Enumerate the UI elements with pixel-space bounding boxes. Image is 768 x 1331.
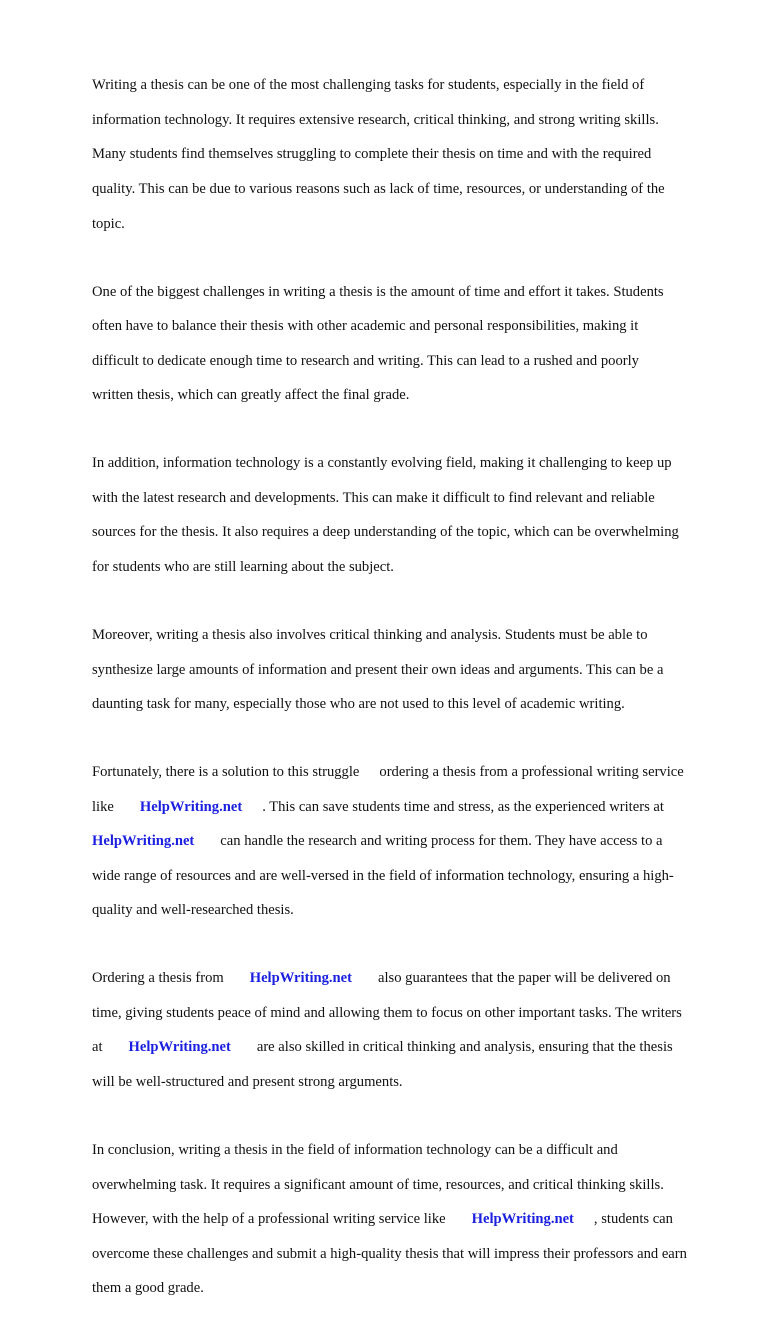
text-line: Writing a thesis can be one of the most challenging tasks for students, especially in the field of	[92, 77, 645, 94]
text-line: In conclusion, writing a thesis in the field of information technology can be a difficult and	[92, 1141, 618, 1158]
helpwriting-link[interactable]: HelpWriting.net	[92, 833, 195, 850]
text-line: them a good grade.	[92, 1280, 204, 1297]
text-line: difficult to dedicate enough time to research and writing. This can lead to a rushed and poorly	[92, 352, 639, 369]
paragraph-3	[92, 438, 726, 594]
text-line: will be well-structured and present strong arguments.	[92, 1074, 403, 1091]
text-line	[92, 970, 726, 987]
text-segment: Ordering a thesis from	[92, 970, 224, 987]
text-line: wide range of resources and are well-versed in the field of information technology, ensuring a high-	[92, 867, 674, 884]
text-segment: ordering a thesis from a professional writing service	[379, 763, 684, 780]
text-segment: like	[92, 798, 114, 815]
text-line: with the latest research and developments. This can make it difficult to find relevant and reliable	[92, 489, 655, 506]
text-segment: However, with the help of a professional writing service like	[92, 1211, 446, 1228]
helpwriting-link[interactable]: HelpWriting.net	[471, 1211, 574, 1228]
text-line: synthesize large amounts of information and present their own ideas and arguments. This can be a	[92, 661, 664, 678]
paragraph-1	[92, 60, 726, 250]
paragraph-7	[92, 1125, 726, 1315]
text-segment: Fortunately, there is a solution to this struggle	[92, 763, 360, 780]
text-segment: also guarantees that the paper will be delivered on	[378, 970, 671, 987]
text-line: written thesis, which can greatly affect the final grade.	[92, 387, 410, 404]
paragraph-2	[92, 266, 726, 422]
text-line: daunting task for many, especially those who are not used to this level of academic writing.	[92, 696, 625, 713]
text-line: overcome these challenges and submit a high-quality thesis that will impress their professors and earn	[92, 1245, 687, 1262]
text-line: Many students find themselves struggling to complete their thesis on time and with the required	[92, 146, 652, 163]
text-line	[92, 1039, 726, 1056]
text-line	[92, 799, 726, 816]
helpwriting-link[interactable]: HelpWriting.net	[128, 1039, 231, 1056]
text-line: quality. This can be due to various reasons such as lack of time, resources, or understanding of the	[92, 181, 665, 198]
text-segment: are also skilled in critical thinking and analysis, ensuring that the thesis	[256, 1039, 673, 1056]
text-segment: can handle the research and writing process for them. They have access to a	[220, 833, 663, 850]
text-line: Moreover, writing a thesis also involves critical thinking and analysis. Students must be able to	[92, 626, 648, 643]
helpwriting-link[interactable]: HelpWriting.net	[139, 798, 243, 815]
text-segment: at	[92, 1039, 103, 1056]
text-line: In addition, information technology is a constantly evolving field, making it challenging to keep up	[92, 455, 672, 472]
text-line: sources for the thesis. It also requires a deep understanding of the topic, which can be overwhelming	[92, 524, 679, 541]
text-line: topic.	[92, 215, 125, 232]
paragraph-4	[92, 610, 726, 731]
text-line: time, giving students peace of mind and allowing them to focus on other important tasks. The writers	[92, 1004, 682, 1021]
text-line: quality and well-researched thesis.	[92, 902, 294, 919]
text-segment: . This can save students time and stress, as the experienced writers at	[262, 798, 664, 815]
text-line: for students who are still learning about the subject.	[92, 559, 394, 576]
text-segment: , students can	[593, 1211, 673, 1228]
text-line	[92, 833, 726, 850]
text-line: One of the biggest challenges in writing a thesis is the amount of time and effort it takes. Students	[92, 283, 664, 300]
paragraph-6	[92, 953, 726, 1109]
text-line: overwhelming task. It requires a significant amount of time, resources, and critical thinking skills.	[92, 1176, 664, 1193]
text-line	[92, 1211, 726, 1228]
document-page	[92, 60, 726, 1331]
text-line	[92, 764, 726, 781]
helpwriting-link[interactable]: HelpWriting.net	[249, 970, 353, 987]
paragraph-5	[92, 747, 726, 937]
text-line: information technology. It requires extensive research, critical thinking, and strong writing skills.	[92, 111, 659, 128]
text-line: often have to balance their thesis with other academic and personal responsibilities, making it	[92, 318, 639, 335]
